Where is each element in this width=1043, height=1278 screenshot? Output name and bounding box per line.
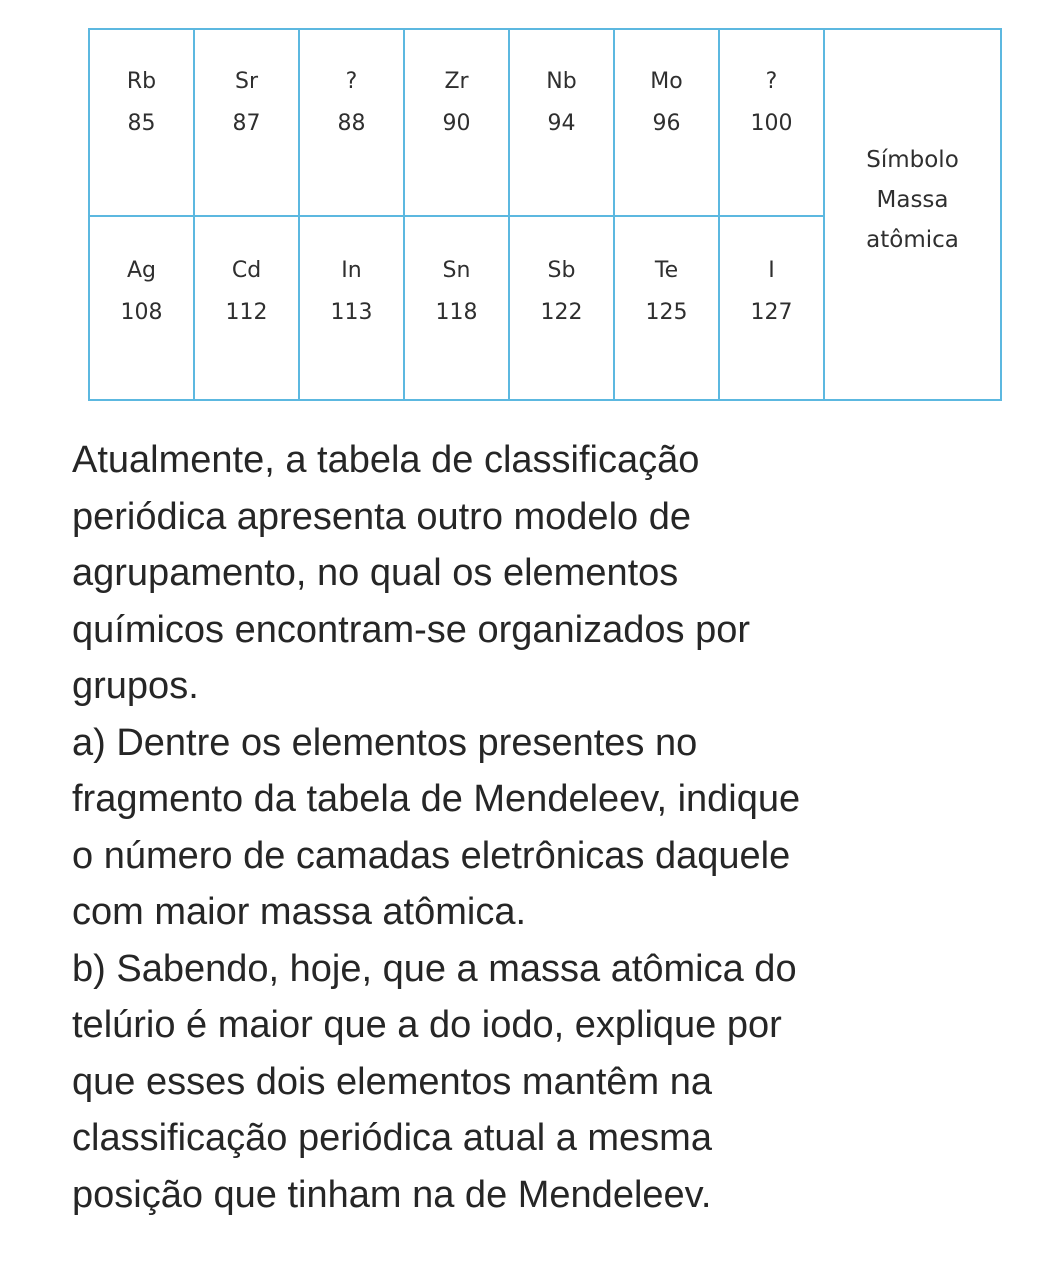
element-cell (405, 30, 510, 215)
element-symbol: Sn (442, 258, 471, 283)
element-cell (510, 30, 615, 215)
question-line: telúrio é maior que a do iodo, explique por (72, 1004, 782, 1046)
question-line: que esses dois elementos mantêm na (72, 1060, 713, 1103)
element-symbol: Mo (650, 69, 683, 94)
element-mass: 122 (540, 300, 583, 325)
element-cell (615, 30, 720, 215)
element-cell (615, 217, 720, 399)
legend-mass-label: Massa (876, 187, 949, 213)
question-line: periódica apresenta outro modelo de (72, 495, 691, 538)
element-symbol: Nb (546, 69, 577, 94)
element-cell (300, 30, 405, 215)
element-cell (195, 217, 300, 399)
element-symbol: Sb (547, 258, 576, 283)
element-mass: 108 (120, 300, 163, 325)
mendeleev-table (88, 28, 1002, 401)
element-mass: 127 (750, 300, 793, 325)
element-mass: 90 (442, 111, 471, 136)
element-mass: 118 (435, 300, 478, 325)
element-symbol: In (341, 258, 362, 283)
element-symbol: Zr (444, 69, 469, 94)
table-legend (825, 30, 1000, 399)
element-cell (720, 30, 825, 215)
element-mass: 125 (645, 300, 688, 325)
table-row-bottom (90, 217, 825, 399)
table-row-top (90, 30, 825, 217)
question-line: o número de camadas eletrônicas daquele (72, 834, 791, 877)
element-symbol: ? (345, 69, 358, 94)
question-text (72, 432, 1012, 1223)
element-cell (720, 217, 825, 399)
question-line: com maior massa atômica. (72, 891, 527, 933)
element-symbol: Te (654, 258, 679, 283)
element-symbol: ? (765, 69, 778, 94)
question-line: grupos. (72, 665, 199, 707)
question-line: a) Dentre os elementos presentes no (72, 721, 698, 764)
question-line: Atualmente, a tabela de classificação (72, 439, 700, 481)
element-cell (90, 30, 195, 215)
element-mass: 88 (337, 111, 366, 136)
element-mass: 113 (330, 300, 373, 325)
element-symbol: Rb (126, 69, 157, 94)
element-mass: 96 (652, 111, 681, 136)
element-cell (405, 217, 510, 399)
element-mass: 100 (750, 111, 793, 136)
element-cell (510, 217, 615, 399)
question-line: posição que tinham na de Mendeleev. (72, 1173, 712, 1216)
element-symbol: Ag (126, 258, 156, 283)
legend-symbol-label: Símbolo (866, 147, 959, 173)
element-cell (195, 30, 300, 215)
element-symbol: Sr (234, 69, 258, 94)
question-line: classificação periódica atual a mesma (72, 1117, 712, 1159)
element-mass: 112 (225, 300, 268, 325)
question-line: agrupamento, no qual os elementos (72, 552, 679, 594)
question-line: b) Sabendo, hoje, que a massa atômica do (72, 947, 797, 990)
legend-mass-label-2: atômica (866, 227, 959, 253)
element-cell (90, 217, 195, 399)
question-line: fragmento da tabela de Mendeleev, indique (72, 778, 801, 820)
question-line: químicos encontram-se organizados por (72, 608, 751, 651)
element-mass: 85 (127, 111, 156, 136)
element-cell (300, 217, 405, 399)
element-symbol: I (768, 258, 775, 283)
element-mass: 94 (547, 111, 576, 136)
element-symbol: Cd (231, 258, 262, 283)
element-mass: 87 (232, 111, 261, 136)
